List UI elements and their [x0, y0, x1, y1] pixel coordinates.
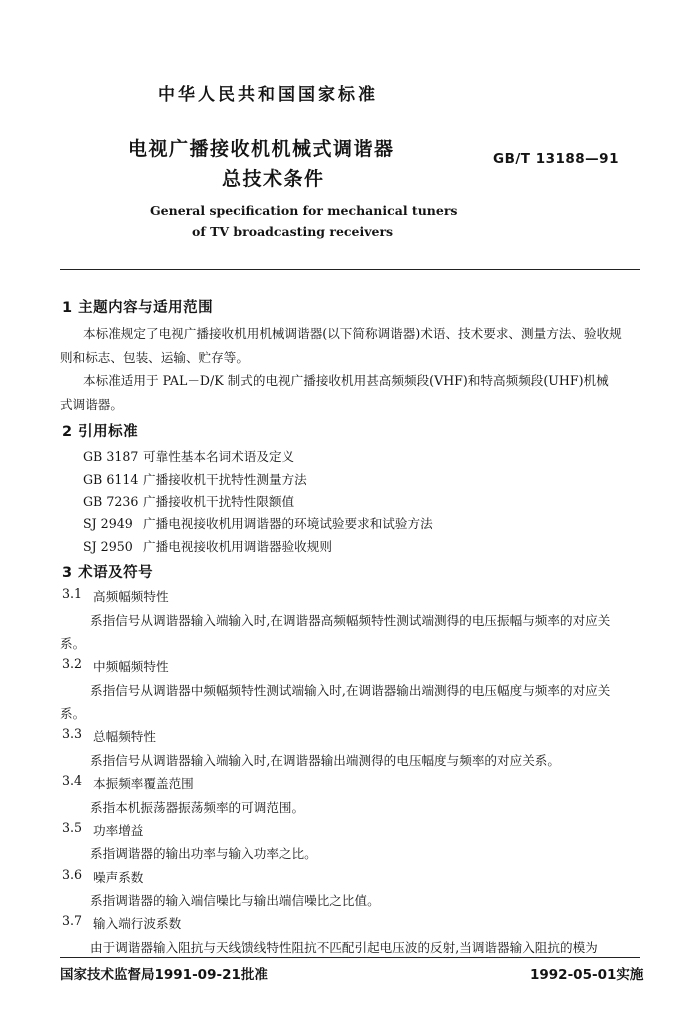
term-number: 3.4: [62, 773, 83, 788]
section-1-para2-line1: 本标准适用于 PAL－D/K 制式的电视广播接收机用甚高频频段(VHF)和特高频频段(UHF)机械: [83, 373, 609, 388]
reference-code: GB 3187: [83, 449, 139, 464]
reference-title: 广播电视接收机用调谐器的环境试验要求和试验方法: [143, 516, 433, 531]
title-en-line2: of TV broadcasting receivers: [192, 224, 394, 239]
reference-title: 广播接收机干扰特性限额值: [143, 494, 295, 509]
reference-title: 广播接收机干扰特性测量方法: [143, 472, 307, 487]
term-definition-line: 系指信号从调谐器输入端输入时,在调谐器输出端测得的电压幅度与频率的对应关系。: [90, 753, 560, 768]
term-number: 3.3: [62, 726, 83, 741]
term-title: 高频幅频特性: [93, 589, 169, 604]
footer-rule: [60, 957, 640, 958]
reference-code: SJ 2950: [83, 539, 133, 554]
reference-code: GB 7236: [83, 494, 139, 509]
reference-code: SJ 2949: [83, 516, 133, 531]
section-1-para1-line1: 本标准规定了电视广播接收机用机械调谐器(以下简称调谐器)术语、技术要求、测量方法、验收规: [83, 326, 622, 341]
term-definition-line: 系指调谐器的输入端信噪比与输出端信噪比之比值。: [90, 893, 380, 908]
term-definition-line: 系。: [60, 636, 86, 651]
title-en-line1: General specification for mechanical tuners: [150, 203, 458, 218]
reference-code: GB 6114: [83, 472, 139, 487]
reference-item: [83, 536, 332, 555]
term-definition-line: 由于调谐器输入阻抗与天线馈线特性阻抗不匹配引起电压波的反射,当调谐器输入阻抗的模为: [90, 940, 598, 955]
term-number: 3.2: [62, 656, 83, 671]
reference-item: [83, 513, 433, 532]
approval-info: 国家技术监督局1991-09-21批准: [60, 967, 268, 983]
section-1-para1-line2: 则和标志、包装、运输、贮存等。: [60, 350, 249, 365]
term-definition-line: 系指信号从调谐器输入端输入时,在调谐器高频幅频特性测试端测得的电压振幅与频率的对应关: [90, 613, 611, 628]
term-number: 3.6: [62, 867, 83, 882]
term-definition-line: 系指本机振荡器振荡频率的可调范围。: [90, 800, 305, 815]
reference-item: [83, 469, 307, 488]
effective-date: 1992-05-01实施: [530, 967, 644, 983]
term-number: 3.5: [62, 820, 83, 835]
reference-title: 广播电视接收机用调谐器验收规则: [143, 539, 332, 554]
term-number: 3.7: [62, 913, 83, 928]
section-2-heading: 2 引用标准: [62, 424, 139, 440]
term-title: 总幅频特性: [93, 729, 156, 744]
reference-item: [83, 491, 294, 510]
term-title: 噪声系数: [93, 870, 144, 885]
standard-code: GB/T 13188—91: [493, 151, 619, 167]
term-title: 本振频率覆盖范围: [93, 776, 194, 791]
term-title: 输入端行波系数: [93, 916, 182, 931]
title-cn-line2: 总技术条件: [222, 168, 325, 190]
standard-title: 中华人民共和国国家标准: [158, 85, 378, 105]
term-definition-line: 系指调谐器的输出功率与输入功率之比。: [90, 846, 317, 861]
reference-title: 可靠性基本名词术语及定义: [143, 449, 295, 464]
term-title: 中频幅频特性: [93, 659, 169, 674]
section-1-heading: 1 主题内容与适用范围: [62, 300, 214, 316]
term-title: 功率增益: [93, 823, 144, 838]
term-definition-line: 系指信号从调谐器中频幅频特性测试端输入时,在调谐器输出端测得的电压幅度与频率的对应关: [90, 683, 611, 698]
section-3-heading: 3 术语及符号: [62, 565, 154, 581]
title-cn-line1: 电视广播接收机机械式调谐器: [128, 138, 395, 160]
reference-item: [83, 446, 294, 465]
term-definition-line: 系。: [60, 706, 86, 721]
term-number: 3.1: [62, 586, 83, 601]
header-rule: [60, 269, 640, 270]
section-1-para2-line2: 式调谐器。: [60, 397, 123, 412]
